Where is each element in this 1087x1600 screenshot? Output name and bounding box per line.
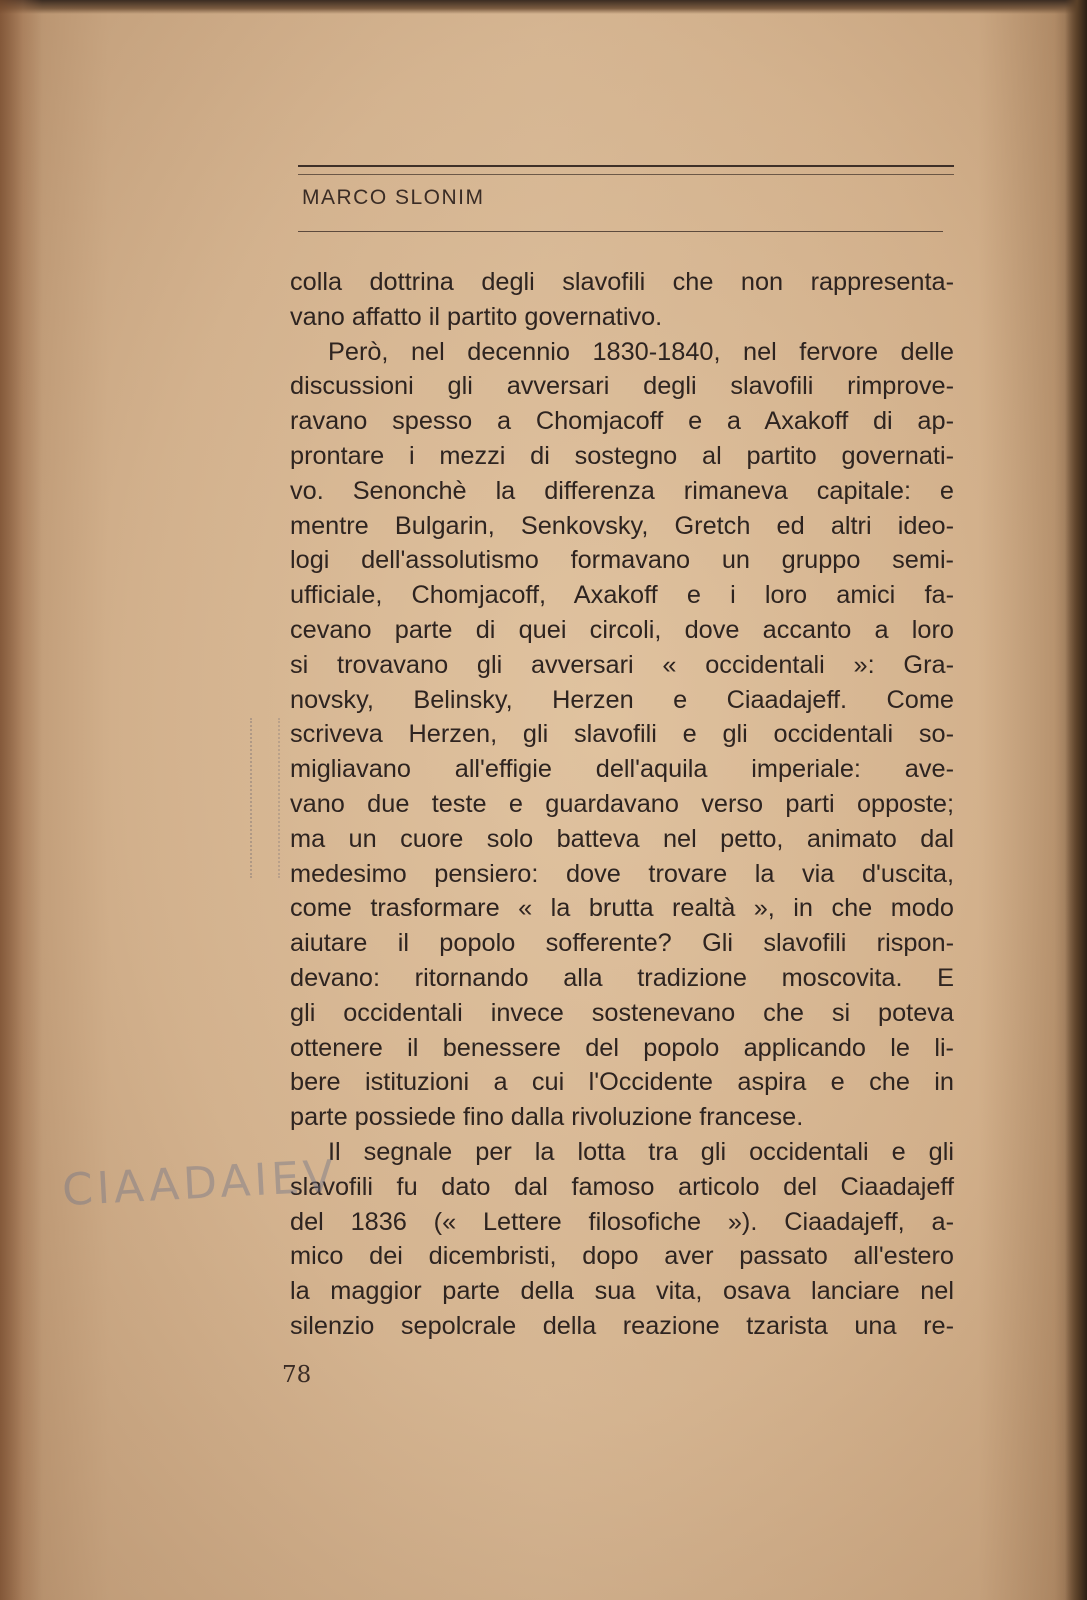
text-line: mico dei dicembristi, dopo aver passato all'estero	[290, 1242, 954, 1271]
body-text	[290, 265, 954, 1344]
page-number: 78	[282, 1362, 312, 1388]
text-line: devano: ritornando alla tradizione moscovita. E	[290, 963, 954, 992]
text-line: si trovavano gli avversari « occidentali »: Gra-	[290, 650, 954, 679]
text-line: parte possiede fino dalla rivoluzione francese.	[290, 1103, 804, 1132]
text-line: gli occidentali invece sostenevano che si poteva	[290, 998, 954, 1027]
text-line: slavofili fu dato dal famoso articolo del Ciaadajeff	[290, 1172, 954, 1201]
text-line: scriveva Herzen, gli slavofili e gli occidentali so-	[290, 720, 954, 749]
text-line: colla dottrina degli slavofili che non rappresenta-	[290, 268, 954, 296]
header-rule-top-thin	[298, 174, 954, 175]
text-line: ma un cuore solo batteva nel petto, animato dal	[290, 824, 954, 853]
text-line: Però, nel decennio 1830-1840, nel fervore delle	[328, 337, 954, 366]
marginal-stamp: CIAADAIEV	[60, 1150, 339, 1217]
text-line: Il segnale per la lotta tra gli occidentali e gli	[328, 1137, 954, 1166]
text-line: aiutare il popolo sofferente? Gli slavofili rispon-	[290, 929, 954, 958]
text-line: medesimo pensiero: dove trovare la via d'uscita,	[290, 859, 954, 888]
text-line: ufficiale, Chomjacoff, Axakoff e i loro amici fa-	[290, 581, 954, 610]
text-line: migliavano all'effigie dell'aquila imperiale: ave-	[290, 755, 954, 784]
text-line: mentre Bulgarin, Senkovsky, Gretch ed altri ideo-	[290, 511, 954, 540]
text-line: vano affatto il partito governativo.	[290, 302, 663, 331]
text-line: logi dell'assolutismo formavano un gruppo semi-	[290, 546, 954, 575]
text-line: novsky, Belinsky, Herzen e Ciaadajeff. Come	[290, 685, 954, 714]
margin-pencil-mark	[250, 718, 280, 878]
text-line: come trasformare « la brutta realtà », in che modo	[290, 894, 954, 923]
text-line: prontare i mezzi di sostegno al partito governati-	[290, 441, 954, 470]
text-line: la maggior parte della sua vita, osava lanciare nel	[290, 1277, 954, 1306]
header-rule-bottom	[298, 231, 943, 232]
text-line: vo. Senonchè la differenza rimaneva capitale: e	[290, 476, 954, 505]
text-line: discussioni gli avversari degli slavofili rimprove-	[290, 372, 954, 401]
text-line: silenzio sepolcrale della reazione tzarista una re-	[290, 1311, 954, 1340]
text-line: vano due teste e guardavano verso parti opposte;	[290, 789, 954, 818]
text-line: ottenere il benessere del popolo applicando le li-	[290, 1033, 954, 1062]
header-rule-top	[298, 165, 954, 167]
text-line: bere istituzioni a cui l'Occidente aspira e che in	[290, 1068, 954, 1097]
text-line: cevano parte di quei circoli, dove accanto a loro	[290, 615, 954, 644]
text-line: ravano spesso a Chomjacoff e a Axakoff di ap-	[290, 407, 954, 436]
page-edge-shadow	[0, 0, 42, 1600]
running-head: MARCO SLONIM	[302, 186, 485, 209]
text-line: del 1836 (« Lettere filosofiche »). Ciaadajeff, a-	[290, 1207, 954, 1236]
